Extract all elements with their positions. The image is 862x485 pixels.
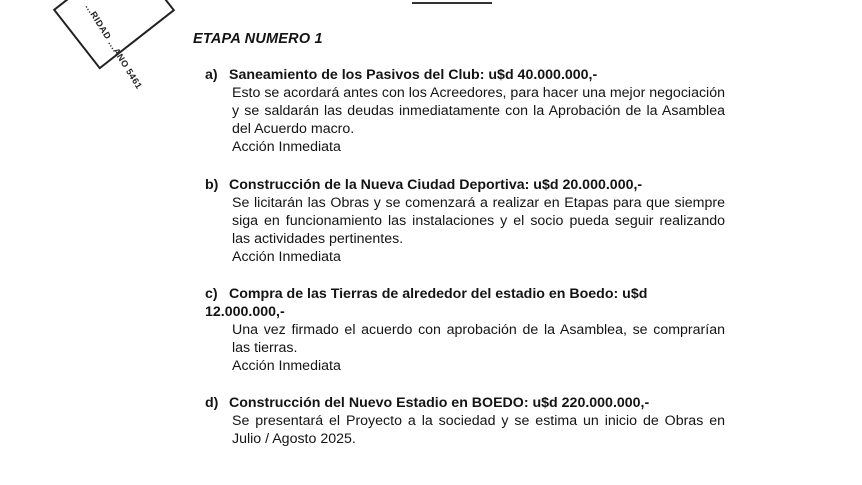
stage-heading: ETAPA NUMERO 1 bbox=[193, 31, 323, 47]
item-title-text: Compra de las Tierras de alrededor del estadio en Boedo: u$d 12.000.000,- bbox=[205, 286, 648, 320]
item-body-text: Esto se acordará antes con los Acreedores, para hacer una mejor negociación y se saldarán las deudas inmediatamente con la Aprobación de la Asamblea del Acuerdo macro. bbox=[232, 85, 725, 137]
underlined-title-fragment bbox=[412, 0, 492, 4]
item-body-text: Una vez firmado el acuerdo con aprobación de la Asamblea, se comprarían las tierras. bbox=[232, 322, 725, 356]
item-body bbox=[232, 84, 725, 138]
item-title-text: Construcción de la Nueva Ciudad Deportiva: u$d 20.000.000,- bbox=[229, 177, 643, 193]
item-action: Acción Inmediata bbox=[232, 139, 341, 155]
item-letter: a) bbox=[205, 67, 218, 83]
item-action: Acción Inmediata bbox=[232, 358, 341, 374]
item-title bbox=[205, 394, 725, 412]
item-title-text: Construcción del Nuevo Estadio en BOEDO: u$d 220.000.000,- bbox=[229, 395, 650, 411]
item-title bbox=[205, 66, 725, 84]
item-d bbox=[205, 394, 725, 448]
stamp-text: ...RIDAD ...ANO 5461 bbox=[83, 2, 145, 91]
item-title-text: Saneamiento de los Pasivos del Club: u$d 40.000.000,- bbox=[229, 67, 598, 83]
item-body bbox=[232, 412, 725, 448]
item-body-text: Se presentará el Proyecto a la sociedad y se estima un inicio de Obras en Julio / Agosto 2025. bbox=[232, 413, 725, 447]
corner-stamp bbox=[53, 0, 175, 69]
item-c bbox=[205, 285, 725, 375]
item-body bbox=[232, 194, 725, 248]
item-letter: c) bbox=[205, 286, 218, 302]
item-title bbox=[205, 285, 725, 321]
item-action: Acción Inmediata bbox=[232, 249, 341, 265]
item-b bbox=[205, 176, 725, 266]
item-title bbox=[205, 176, 725, 194]
item-body bbox=[232, 321, 725, 357]
item-letter: d) bbox=[205, 395, 219, 411]
item-a bbox=[205, 66, 725, 156]
item-body-text: Se licitarán las Obras y se comenzará a realizar en Etapas para que siempre siga en funcionamiento las instalaciones y el socio pueda seguir realizando las actividades pertinentes. bbox=[232, 195, 725, 247]
item-letter: b) bbox=[205, 177, 219, 193]
